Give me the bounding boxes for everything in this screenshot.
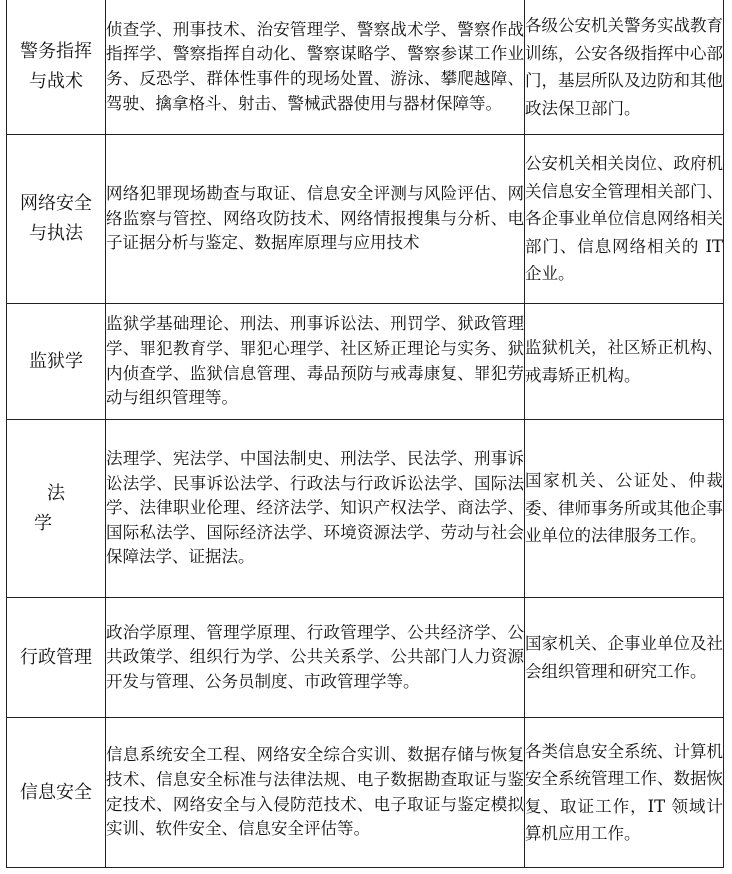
- major-jobs: 各类信息安全系统、计算机安全系统管理工作、数据恢复、取证工作，IT 领域计算机应用工作。: [525, 718, 724, 868]
- major-name-cell: [7, 135, 106, 304]
- major-name: 行政管理: [20, 646, 92, 668]
- major-jobs: 各级公安机关警务实战教育训练，公安各级指挥中心部门，基层所队及边防和其他政法保卫部门。: [525, 0, 724, 135]
- major-name-cell: [7, 598, 106, 718]
- table-row: [7, 598, 724, 718]
- table-row: [7, 718, 724, 868]
- major-name-cell: [7, 718, 106, 868]
- major-jobs: 公安机关相关岗位、政府机关信息安全管理相关部门、各企事业单位信息网络相关部门、信息网络相关的 IT 企业。: [525, 135, 724, 304]
- major-courses: 监狱学基础理论、刑法、刑事诉讼法、刑罚学、狱政管理学、罪犯教育学、罪犯心理学、社区矫正理论与实务、狱内侦查学、监狱信息管理、毒品预防与戒毒康复、罪犯劳动与组织管理等。: [106, 304, 525, 420]
- major-courses: 信息系统安全工程、网络安全综合实训、数据存储与恢复技术、信息安全标准与法律法规、电子数据勘查取证与鉴定技术、网络安全与入侵防范技术、电子取证与鉴定模拟实训、软件安全、信息安全评估等。: [106, 718, 525, 868]
- major-name: 法学: [34, 482, 91, 534]
- table-row: [7, 135, 724, 304]
- table-row: [7, 0, 724, 135]
- majors-table: [6, 0, 724, 868]
- major-name: 信息安全: [20, 781, 92, 803]
- major-courses: 法理学、宪法学、中国法制史、刑法学、民法学、刑事诉讼法学、民事诉讼法学、行政法与行政诉讼法学、国际法学、法律职业伦理、经济法学、知识产权法学、商法学、国际私法学、国际经济法学、环境资源法学、劳动与社会保障法学、证据法。: [106, 420, 525, 598]
- major-name-cell: [7, 0, 106, 135]
- major-courses: 政治学原理、管理学原理、行政管理学、公共经济学、公共政策学、组织行为学、公共关系学、公共部门人力资源开发与管理、公务员制度、市政管理学等。: [106, 598, 525, 718]
- major-name-cell: [7, 304, 106, 420]
- major-jobs: 监狱机关，社区矫正机构、戒毒矫正机构。: [525, 304, 724, 420]
- major-name: 网络安全与执法: [20, 193, 92, 244]
- major-courses: 侦查学、刑事技术、治安管理学、警察战术学、警察作战指挥学、警察指挥自动化、警察谋略学、警察参谋工作业务、反恐学、群体性事件的现场处置、游泳、攀爬越障、驾驶、擒拿格斗、射击、警械武器使用与器材保障等。: [106, 0, 525, 135]
- major-jobs: 国家机关、企事业单位及社会组织管理和研究工作。: [525, 598, 724, 718]
- major-name: 警务指挥与战术: [20, 41, 92, 92]
- major-name: 监狱学: [29, 350, 83, 372]
- major-courses: 网络犯罪现场勘查与取证、信息安全评测与风险评估、网络监察与管控、网络攻防技术、网络情报搜集与分析、电子证据分析与鉴定、数据库原理与应用技术: [106, 135, 525, 304]
- major-jobs: 国家机关、公证处、仲裁委、律师事务所或其他企事业单位的法律服务工作。: [525, 420, 724, 598]
- major-name-cell: [7, 420, 106, 598]
- table-row: [7, 304, 724, 420]
- table-row: [7, 420, 724, 598]
